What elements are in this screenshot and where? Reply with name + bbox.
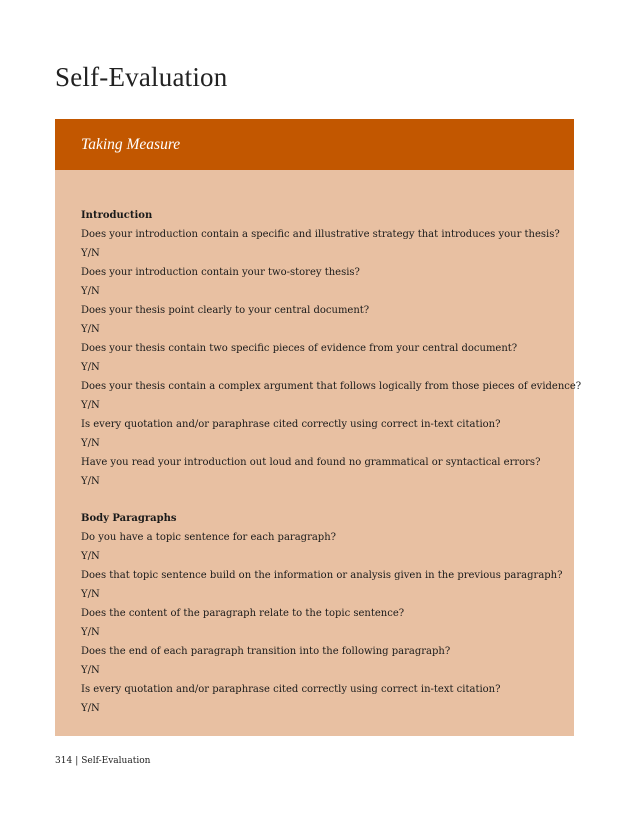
- question: Does your thesis contain a complex argument that follows logically from those pieces of evidence?: [81, 381, 582, 392]
- answer-yn: Y/N: [81, 248, 100, 259]
- question: Have you read your introduction out loud and found no grammatical or syntactical errors?: [81, 457, 541, 468]
- footer-section-name: Self-Evaluation: [81, 756, 151, 766]
- box-header: [55, 119, 574, 170]
- question: Is every quotation and/or paraphrase cited correctly using correct in-text citation?: [81, 419, 501, 430]
- answer-yn: Y/N: [81, 476, 100, 487]
- question: Does your thesis point clearly to your central document?: [81, 305, 370, 316]
- question: Does your introduction contain a specific and illustrative strategy that introduces your thesis?: [81, 229, 560, 240]
- answer-yn: Y/N: [81, 627, 100, 638]
- section-heading: Introduction: [81, 210, 153, 221]
- answer-yn: Y/N: [81, 362, 100, 373]
- answer-yn: Y/N: [81, 400, 100, 411]
- answer-yn: Y/N: [81, 665, 100, 676]
- page-title: Self-Evaluation: [55, 62, 228, 92]
- answer-yn: Y/N: [81, 438, 100, 449]
- box-title: Taking Measure: [81, 135, 181, 153]
- question: Does your introduction contain your two-storey thesis?: [81, 267, 360, 278]
- section-body-paragraphs: [81, 509, 563, 718]
- answer-yn: Y/N: [81, 551, 100, 562]
- answer-yn: Y/N: [81, 589, 100, 600]
- answer-yn: Y/N: [81, 703, 100, 714]
- footer-separator: |: [75, 756, 79, 766]
- section-heading: Body Paragraphs: [81, 513, 177, 524]
- question: Does your thesis contain two specific pieces of evidence from your central document?: [81, 343, 518, 354]
- question: Do you have a topic sentence for each paragraph?: [81, 532, 337, 543]
- question: Does the content of the paragraph relate to the topic sentence?: [81, 608, 405, 619]
- box-body: [55, 170, 582, 718]
- question: Does that topic sentence build on the information or analysis given in the previous paragraph?: [81, 570, 563, 581]
- section-introduction: [81, 206, 582, 491]
- page-footer: [55, 756, 150, 766]
- page-number: 314: [55, 756, 73, 766]
- question: Is every quotation and/or paraphrase cited correctly using correct in-text citation?: [81, 684, 501, 695]
- answer-yn: Y/N: [81, 324, 100, 335]
- answer-yn: Y/N: [81, 286, 100, 297]
- taking-measure-box: [55, 119, 582, 736]
- question: Does the end of each paragraph transition into the following paragraph?: [81, 646, 451, 657]
